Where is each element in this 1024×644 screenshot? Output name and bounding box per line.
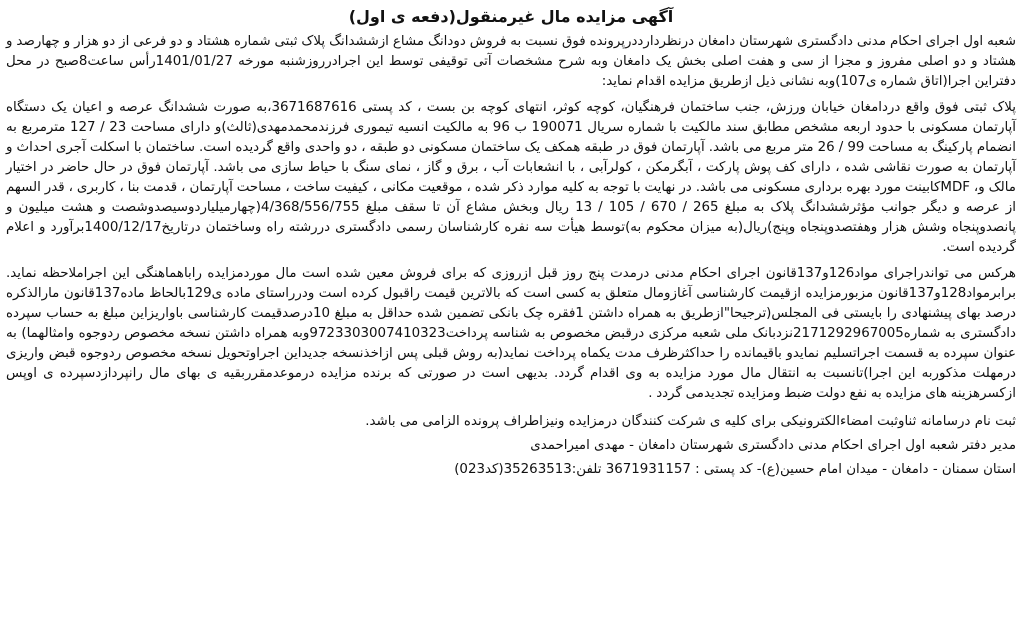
signature-line: مدیر دفتر شعبه اول اجرای احکام مدنی دادگستری شهرستان دامغان - مهدی امیراحمدی: [530, 438, 1016, 453]
address-line: استان سمنان - دامغان - میدان امام حسین(ع)- کد پستی : 3671931157 تلفن:35263513(کد023): [454, 462, 1016, 477]
registration-note: ثبت نام درسامانه ثناوثبت امضاءالکترونیکی برای کلیه ی شرکت کنندگان درمزایده ونیزاطراف پرونده الزامی می باشد.: [365, 414, 1016, 429]
notice-paragraph-property: پلاک ثبتی فوق واقع دردامغان خیابان ورزش، جنب ساختمان فرهنگیان، کوچه کوثر، انتهای کوچه بن بست ، کد پستی 3671687616،به صورت ششدانگ عرصه و اعیان یک دستگاه آپارتمان مسکونی با حدود اربعه مشخص مطابق سند مالکیت با شماره سریال 190071 ب 96 به مالکیت انسیه تیموری فرزندمحمدمهدی(ثالث)و دارای مساحت 23 / 127 مترمربع به انضمام پارکینگ به مساحت 99 / 26 متر مربع می باشد. آپارتمان فوق در طبقه همکف یک ساختمان مسکونی دو طبقه ، دو واحدی واقع گردیده است. ساختمان با اسکلت آجری احداث و آپارتمان به صورت نقاشی شده ، دارای کف پوش پارکت ، آبگرمکن ، کولرآبی ، با انشعابات آب ، برق و گاز ، نمای سنگ با حیاط سازی می باشد. آپارتمان فوق در حال حاضر در اختیار مالک و، MDFکابینت مورد بهره برداری مسکونی می باشد. در نهایت با توجه به کلیه موارد ذکر شده ، موقعیت مکانی ، کیفیت ساخت ، مساحت آپارتمان ، قدمت بنا ، کاربری ، قدر السهم از عرصه و دیگر جوانب مؤثرششدانگ پلاک به مبلغ 265 / 670 / 105 / 13 ریال وبخش مشاع آن تا سقف مبلغ 4/368/556/755(چهارمیلیاردوسیصدوشصت و هشت میلیون و پانصدوپنجاه وشش هزار وهفتصدوپنجاه وپنج)ریال(به میزان محکوم به)توسط هیأت سه نفره کارشناسان رسمی دادگستری دررشته راه وساختمان درتاریخ1400/12/17برآورد و اعلام گردیده است.: [6, 100, 1017, 255]
notice-paragraph-terms: هرکس می تواندراجرای مواد126و137قانون اجرای احکام مدنی درمدت پنج روز قبل ازروزی که برای فروش معین شده است مال موردمزایده راباهماهنگی این اجراملاحظه نماید. برابرمواد128و137قانون مزبورمزایده ازقیمت کارشناسی آغازومال متعلق به کسی است که بالاترین قیمت راقبول کرده است ودرراستای ماده ی129بالحاظ ماده137قانون مارالذکره درصد بهای پیشنهادی را بایستی فی المجلس(ترجیحا"ازطریق به همراه داشتن 1فقره چک بانکی تضمین شده حداقل به مبلغ 10درصدقیمت کارشناسی باواریزاین مبلغ به حساب سپرده دادگستری به شماره2171292967005نزدبانک ملی شعبه مرکزی درقبض مخصوص به شناسه پرداخت9723303007410323وبه همراه داشتن نسخه مخصوص ردوجوه وامثالهما) به عنوان سپرده به قسمت اجراتسلیم نمایدو باقیمانده را حداکثرظرف مدت یکماه پرداخت نماید(به روش قبلی پس ازاخذنسخه جدیداین اجراوتحویل نسخه مخصوص ردوجوه قبض واریزی درمهلت مذکوربه این اجرا)تانسبت به انتقال مال مورد مزایده به وی اقدام گردد. بدیهی است در صورتی که برنده مزایده درموعدمقرربقیه ی بهای مال رانپردازدسپرده ی اوپس ازکسرهزینه های مزایده به نفع دولت ضبط ومزایده تجدیدمی گردد .: [6, 266, 1016, 401]
notice-title: آگهی مزایده مال غیرمنقول(دفعه ی اول): [348, 7, 674, 26]
notice-paragraph-intro: شعبه اول اجرای احکام مدنی دادگستری شهرستان دامغان درنظردارددرپرونده فوق نسبت به فروش دودانگ مشاع ازششدانگ پلاک ثبتی شماره هشتاد و دو فرعی از دو هزار و چهارصد و هشتاد و دو اصلی مفروز و مجزا از سی و هفت اصلی بخش یک دامغان وبه شرح مشخصات آتی توقیفی توسط این اجرادرروزشنبه مورخه 1401/01/27رأس ساعت8صبح در محل دفتراین اجرا(اتاق شماره ی107)وبه نشانی ذیل ازطریق مزایده اقدام نماید:: [6, 34, 1016, 89]
auction-notice: [6, 0, 1016, 644]
